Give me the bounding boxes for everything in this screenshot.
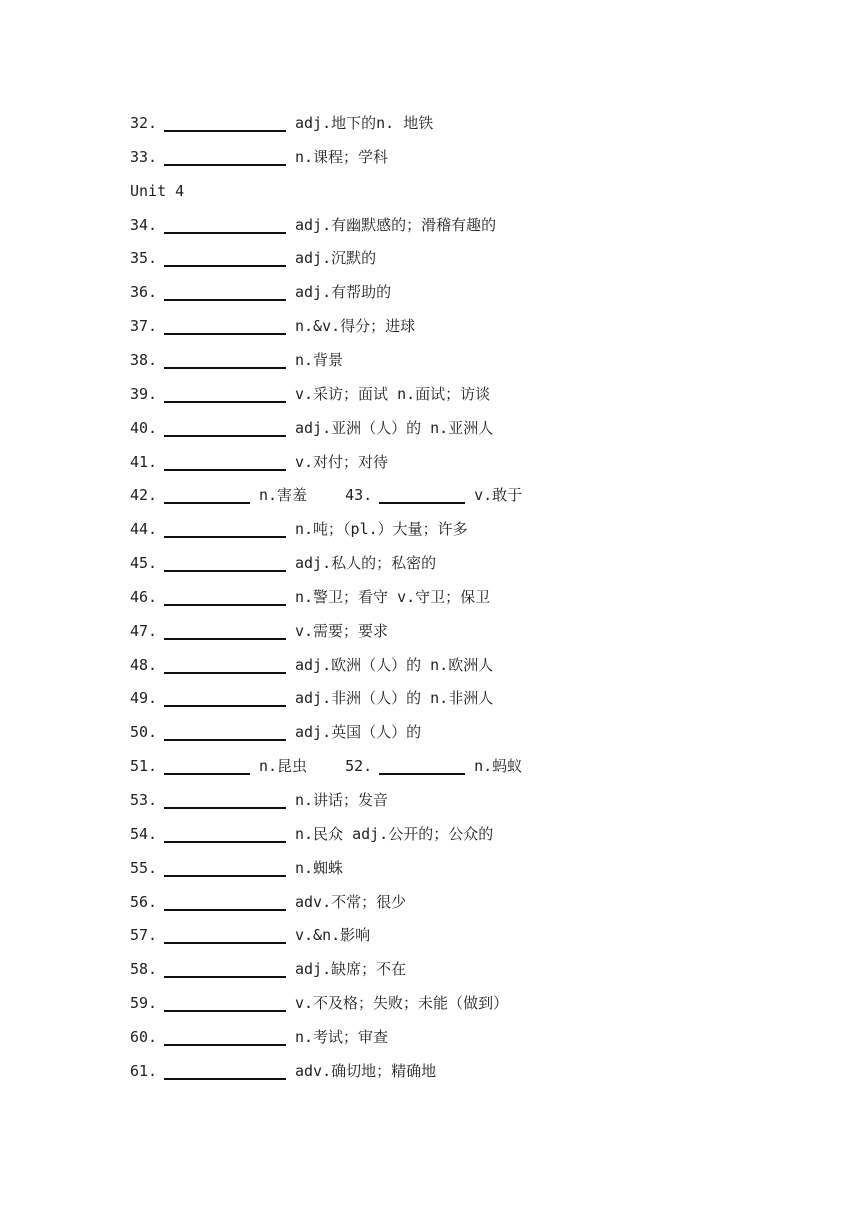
definition-text: adj.地下的n. 地铁	[295, 114, 434, 132]
answer-blank[interactable]	[164, 654, 286, 674]
item-number: 45.	[130, 554, 158, 572]
definition-text: adj.英国（人）的	[295, 723, 422, 741]
vocab-row	[130, 413, 493, 437]
item-number: 56.	[130, 893, 158, 911]
vocab-row	[130, 1022, 388, 1046]
definition-text: n.警卫；看守 v.守卫；保卫	[295, 588, 491, 606]
answer-blank[interactable]	[164, 586, 286, 606]
item-number: 53.	[130, 791, 158, 809]
definition-text: n.吨；（pl.）大量；许多	[295, 520, 468, 538]
vocab-row	[130, 582, 490, 606]
vocab-row	[130, 108, 433, 132]
definition-text: n.讲话；发音	[295, 791, 389, 809]
item-number: 59.	[130, 994, 158, 1012]
definition-text: n.背景	[295, 351, 344, 369]
answer-blank[interactable]	[164, 417, 286, 437]
answer-blank[interactable]	[164, 383, 286, 403]
item-number: 52.	[345, 757, 373, 775]
answer-blank[interactable]	[164, 451, 286, 471]
vocab-row	[130, 311, 415, 335]
item-number: 34.	[130, 216, 158, 234]
item-number: 49.	[130, 689, 158, 707]
item-number: 50.	[130, 723, 158, 741]
vocab-row	[130, 853, 343, 877]
definition-text: adj.缺席；不在	[295, 960, 407, 978]
answer-blank[interactable]	[164, 552, 286, 572]
definition-text: adj.非洲（人）的 n.非洲人	[295, 689, 494, 707]
vocab-row	[130, 210, 496, 234]
vocab-row	[130, 717, 421, 741]
item-number: 33.	[130, 148, 158, 166]
answer-blank[interactable]	[164, 857, 286, 877]
vocab-row	[130, 1056, 436, 1080]
item-number: 55.	[130, 859, 158, 877]
item-number: 32.	[130, 114, 158, 132]
vocab-row	[130, 819, 493, 843]
definition-text: adv.确切地；精确地	[295, 1062, 437, 1080]
answer-blank[interactable]	[164, 823, 286, 843]
answer-blank[interactable]	[164, 620, 286, 640]
answer-blank[interactable]	[164, 755, 250, 775]
answer-blank[interactable]	[164, 1026, 286, 1046]
item-number: 36.	[130, 283, 158, 301]
vocab-row	[130, 243, 376, 267]
item-number: 38.	[130, 351, 158, 369]
item-number: 54.	[130, 825, 158, 843]
item-number: 48.	[130, 656, 158, 674]
vocab-row	[130, 751, 522, 775]
answer-blank[interactable]	[379, 755, 465, 775]
definition-text: n.昆虫	[259, 757, 308, 775]
definition-text: n.考试；审查	[295, 1028, 389, 1046]
vocab-row	[130, 514, 468, 538]
definition-text: adv.不常；很少	[295, 893, 407, 911]
vocab-row	[130, 920, 370, 944]
answer-blank[interactable]	[164, 315, 286, 335]
answer-blank[interactable]	[164, 992, 286, 1012]
item-number: 43.	[345, 486, 373, 504]
item-number: 37.	[130, 317, 158, 335]
answer-blank[interactable]	[164, 247, 286, 267]
answer-blank[interactable]	[164, 1060, 286, 1080]
vocab-row	[130, 988, 508, 1012]
vocab-row	[130, 616, 388, 640]
definition-text: n.蜘蛛	[295, 859, 344, 877]
answer-blank[interactable]	[164, 687, 286, 707]
definition-text: n.蚂蚁	[474, 757, 523, 775]
answer-blank[interactable]	[164, 112, 286, 132]
item-number: 42.	[130, 486, 158, 504]
definition-text: n.民众 adj.公开的；公众的	[295, 825, 494, 843]
vocab-row	[130, 887, 406, 911]
answer-blank[interactable]	[164, 281, 286, 301]
item-number: 41.	[130, 453, 158, 471]
definition-text: n.&v.得分；进球	[295, 317, 416, 335]
item-number: 46.	[130, 588, 158, 606]
definition-text: adj.沉默的	[295, 249, 377, 267]
vocab-row	[130, 954, 406, 978]
vocab-row	[130, 683, 493, 707]
definition-text: v.&n.影响	[295, 926, 371, 944]
answer-blank[interactable]	[379, 484, 465, 504]
answer-blank[interactable]	[164, 349, 286, 369]
item-number: 57.	[130, 926, 158, 944]
vocab-row	[130, 548, 436, 572]
definition-text: v.对付；对待	[295, 453, 389, 471]
answer-blank[interactable]	[164, 518, 286, 538]
vocab-row	[130, 379, 490, 403]
vocab-row	[130, 785, 388, 809]
item-number: 58.	[130, 960, 158, 978]
item-number: 44.	[130, 520, 158, 538]
vocab-row	[130, 142, 388, 166]
answer-blank[interactable]	[164, 891, 286, 911]
definition-text: adj.有帮助的	[295, 283, 392, 301]
vocab-row	[130, 447, 388, 471]
unit-heading: Unit 4	[130, 182, 185, 200]
definition-text: n.课程；学科	[295, 148, 389, 166]
item-number: 60.	[130, 1028, 158, 1046]
definition-text: adj.有幽默感的；滑稽有趣的	[295, 216, 497, 234]
vocab-row	[130, 650, 493, 674]
definition-text: v.需要；要求	[295, 622, 389, 640]
answer-blank[interactable]	[164, 721, 286, 741]
item-number: 39.	[130, 385, 158, 403]
definition-text: adj.欧洲（人）的 n.欧洲人	[295, 656, 494, 674]
item-number: 35.	[130, 249, 158, 267]
definition-text: v.采访；面试 n.面试；访谈	[295, 385, 491, 403]
answer-blank[interactable]	[164, 924, 286, 944]
answer-blank[interactable]	[164, 146, 286, 166]
definition-text: v.敢于	[474, 486, 523, 504]
definition-text: adj.私人的；私密的	[295, 554, 437, 572]
vocab-row	[130, 480, 522, 504]
vocab-row	[130, 345, 343, 369]
answer-blank[interactable]	[164, 484, 250, 504]
item-number: 40.	[130, 419, 158, 437]
answer-blank[interactable]	[164, 789, 286, 809]
definition-text: v.不及格；失败；未能（做到）	[295, 994, 509, 1012]
item-number: 51.	[130, 757, 158, 775]
answer-blank[interactable]	[164, 214, 286, 234]
definition-text: adj.亚洲（人）的 n.亚洲人	[295, 419, 494, 437]
item-number: 61.	[130, 1062, 158, 1080]
item-number: 47.	[130, 622, 158, 640]
answer-blank[interactable]	[164, 958, 286, 978]
vocab-row	[130, 277, 391, 301]
definition-text: n.害羞	[259, 486, 308, 504]
